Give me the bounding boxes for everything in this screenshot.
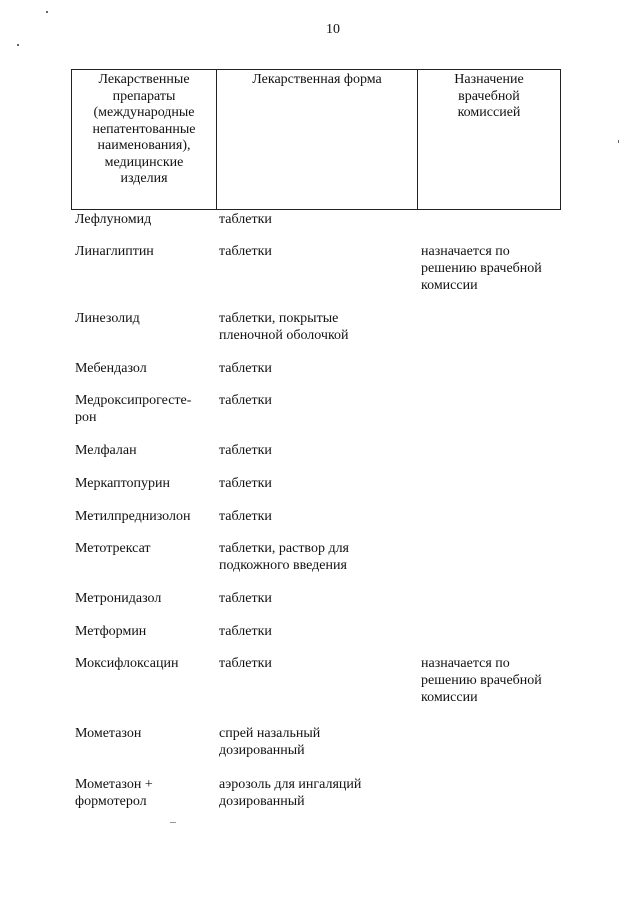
drug-name: Линаглиптин <box>75 244 154 259</box>
drug-name: Мелфалан <box>75 443 137 458</box>
drug-name: Мометазон <box>75 726 142 741</box>
dosage-form: таблетки <box>219 624 272 639</box>
dosage-form: таблетки <box>219 361 272 376</box>
dosage-form: таблетки, покрытые пленочной оболочкой <box>219 311 349 343</box>
scan-speck <box>618 140 619 143</box>
dosage-form: таблетки <box>219 591 272 606</box>
drug-name: Метилпреднизолон <box>75 509 191 524</box>
dosage-form: таблетки <box>219 443 272 458</box>
table-header <box>71 69 561 210</box>
dosage-form: спрей назальный дозированный <box>219 726 321 758</box>
drug-name: Мебендазол <box>75 361 147 376</box>
drug-name: Лефлуномид <box>75 212 152 227</box>
dosage-form: таблетки <box>219 393 272 408</box>
drug-name: Метронидазол <box>75 591 162 606</box>
dosage-form: таблетки <box>219 244 272 259</box>
commission-note: назначается по решению врачебной комиссии <box>421 244 542 293</box>
dosage-form: таблетки <box>219 509 272 524</box>
drug-name: Мометазон + формотерол <box>75 777 153 809</box>
header-commission: Назначение врачебной комиссией <box>454 72 524 120</box>
drug-name: Метотрексат <box>75 541 151 556</box>
header-drugs: Лекарственные препараты (международные непатентованные наименования), медицинские изделия <box>72 70 217 209</box>
dosage-form: таблетки <box>219 212 272 227</box>
dosage-form: таблетки, раствор для подкожного введения <box>219 541 349 573</box>
drug-name: Медроксипрогесте- рон <box>75 393 192 425</box>
dosage-form: аэрозоль для ингаляций дозированный <box>219 777 362 809</box>
scan-speck <box>17 44 19 46</box>
commission-note: назначается по решению врачебной комиссии <box>421 656 542 705</box>
dosage-form: таблетки <box>219 656 272 671</box>
page-number: 10 <box>326 22 340 37</box>
drug-name: Метформин <box>75 624 147 639</box>
header-dosage-form: Лекарственная форма <box>217 70 418 209</box>
scan-speck <box>170 822 176 823</box>
drug-name: Линезолид <box>75 311 140 326</box>
drug-name: Меркаптопурин <box>75 476 170 491</box>
dosage-form: таблетки <box>219 476 272 491</box>
drug-name: Моксифлоксацин <box>75 656 179 671</box>
scan-speck <box>46 11 48 13</box>
